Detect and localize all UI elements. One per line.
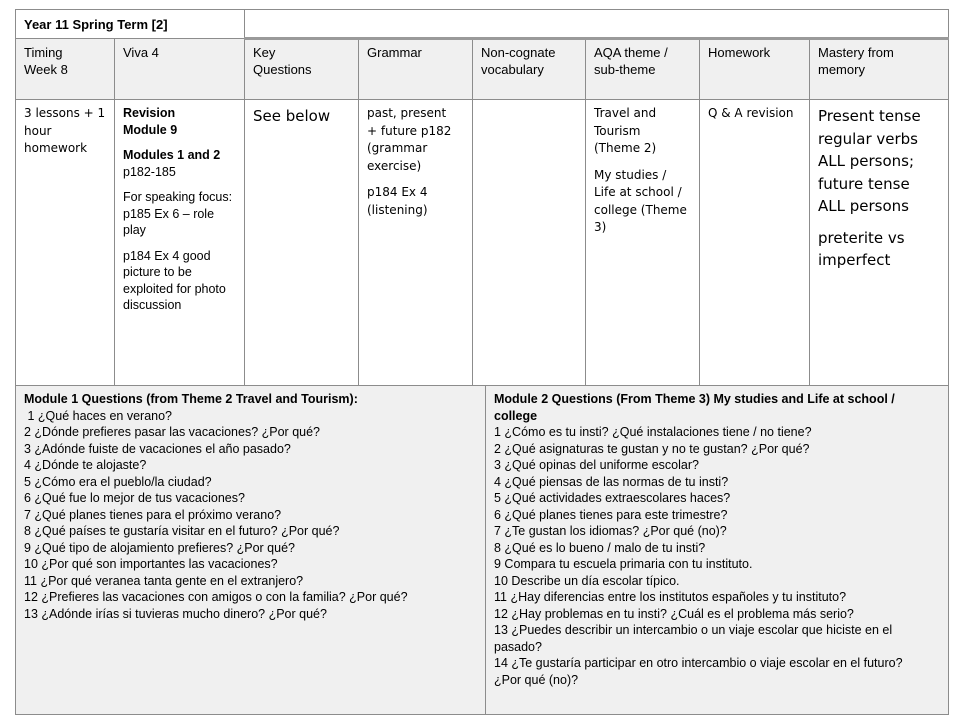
question-item: 5 ¿Cómo era el pueblo/la ciudad? xyxy=(24,474,212,489)
question-item: 10 ¿Por qué son importantes las vacaciones? xyxy=(24,557,278,571)
header-timing: Timing xyxy=(24,45,63,60)
question-item: 9 Compara tu escuela primaria con tu instituto. xyxy=(494,557,753,571)
question-item: 4 ¿Qué piensas de las normas de tu insti? xyxy=(494,474,729,489)
timing-text: 3 lessons + 1 hour homework xyxy=(24,106,106,155)
header-grammar-cell xyxy=(358,38,473,100)
key-questions-cell xyxy=(244,99,359,386)
question-item: 3 ¿Qué opinas del uniforme escolar? xyxy=(494,458,699,472)
question-item: 12 ¿Hay problemas en tu insti? ¿Cuál es el problema más serio? xyxy=(494,606,854,621)
homework-cell xyxy=(699,99,810,386)
term-title-cell xyxy=(15,9,245,39)
question-item: 14 ¿Te gustaría participar en otro intercambio o viaje escolar en el futuro? ¿Por qué (no)? xyxy=(494,656,903,687)
question-item: 8 ¿Qué es lo bueno / malo de tu insti? xyxy=(494,540,706,555)
module1-cell xyxy=(15,385,486,715)
timing-cell xyxy=(15,99,115,386)
non-cognate-cell xyxy=(472,99,586,386)
header-homework: Homework xyxy=(708,45,771,60)
question-item: 7 ¿Te gustan los idiomas? ¿Por qué (no)? xyxy=(494,524,727,538)
viva-pages: p182-185 xyxy=(123,164,176,179)
question-item: 9 ¿Qué tipo de alojamiento prefieres? ¿Por qué? xyxy=(24,540,295,555)
question-item: 10 Describe un día escolar típico. xyxy=(494,573,680,588)
header-key-questions: Key Questions xyxy=(253,45,312,77)
question-item: 6 ¿Qué fue lo mejor de tus vacaciones? xyxy=(24,491,245,505)
key-questions-text: See below xyxy=(253,107,331,125)
header-aqa-theme: AQA theme / sub-theme xyxy=(594,45,668,77)
viva-picture: p184 Ex 4 good picture to be exploited for photo discussion xyxy=(123,248,226,312)
header-mastery-cell xyxy=(809,38,949,100)
header-non-cognate-cell xyxy=(472,38,586,100)
question-item: 2 ¿Dónde prefieres pasar las vacaciones? ¿Por qué? xyxy=(24,425,320,439)
header-aqa-theme-cell xyxy=(585,38,700,100)
header-viva-cell xyxy=(114,38,245,100)
mastery-1: Present tense regular verbs ALL persons; future tense ALL persons xyxy=(818,107,921,215)
mastery-2: preterite vs imperfect xyxy=(818,228,905,269)
header-homework-cell xyxy=(699,38,810,100)
grammar-cell xyxy=(358,99,473,386)
question-item: 12 ¿Prefieres las vacaciones con amigos o con la familia? ¿Por qué? xyxy=(24,590,408,604)
question-item: 1 ¿Qué haces en verano? xyxy=(24,408,173,423)
aqa-theme-2: My studies / Life at school / college (Theme 3) xyxy=(594,167,687,234)
question-item: 5 ¿Qué actividades extraescolares haces? xyxy=(494,491,731,505)
question-item: 4 ¿Dónde te alojaste? xyxy=(24,458,147,472)
grammar-main: past, present + future p182 (grammar exercise) xyxy=(367,106,452,173)
header-divider xyxy=(244,37,949,40)
viva-revision: Revision Module 9 xyxy=(123,106,178,137)
grammar-listening: p184 Ex 4 (listening) xyxy=(367,185,428,217)
aqa-theme-1: Travel and Tourism (Theme 2) xyxy=(594,106,657,155)
header-timing-cell xyxy=(15,38,115,100)
aqa-theme-cell xyxy=(585,99,700,386)
question-item: 2 ¿Qué asignaturas te gustan y no te gustan? ¿Por qué? xyxy=(494,441,810,456)
question-item: 3 ¿Adónde fuiste de vacaciones el año pasado? xyxy=(24,441,291,456)
header-grammar: Grammar xyxy=(367,45,422,60)
question-item: 6 ¿Qué planes tienes para este trimestre? xyxy=(494,507,728,522)
viva-speaking: For speaking focus: p185 Ex 6 – role play xyxy=(123,190,233,237)
module2-question-list xyxy=(494,424,918,688)
question-item: 11 ¿Hay diferencias entre los institutos españoles y tu instituto? xyxy=(494,590,847,604)
mastery-cell xyxy=(809,99,949,386)
question-item: 11 ¿Por qué veranea tanta gente en el extranjero? xyxy=(24,573,304,588)
header-key-questions-cell xyxy=(244,38,359,100)
viva-modules: Modules 1 and 2 xyxy=(123,148,221,162)
header-non-cognate: Non-cognate vocabulary xyxy=(481,45,556,77)
header-week: Week 8 xyxy=(24,62,68,77)
question-item: 1 ¿Cómo es tu insti? ¿Qué instalaciones tiene / no tiene? xyxy=(494,425,812,439)
homework-text: Q & A revision xyxy=(708,106,794,120)
module1-question-list xyxy=(24,408,430,623)
header-viva: Viva 4 xyxy=(123,45,159,60)
term-title: Year 11 Spring Term [2] xyxy=(24,17,168,32)
title-row-blank-cell xyxy=(244,9,949,39)
question-item: 13 ¿Adónde irías si tuvieras mucho dinero? ¿Por qué? xyxy=(24,606,327,621)
module2-cell xyxy=(485,385,949,715)
module1-heading: Module 1 Questions (from Theme 2 Travel and Tourism): xyxy=(24,392,358,406)
question-item: 13 ¿Puedes describir un intercambio o un viaje escolar que hiciste en el pasado? xyxy=(494,623,893,654)
header-mastery: Mastery from memory xyxy=(818,45,894,77)
viva-cell xyxy=(114,99,245,386)
question-item: 8 ¿Qué países te gustaría visitar en el futuro? ¿Por qué? xyxy=(24,524,340,538)
question-item: 7 ¿Qué planes tienes para el próximo verano? xyxy=(24,507,282,522)
module2-heading: Module 2 Questions (From Theme 3) My studies and Life at school / college xyxy=(494,392,895,423)
